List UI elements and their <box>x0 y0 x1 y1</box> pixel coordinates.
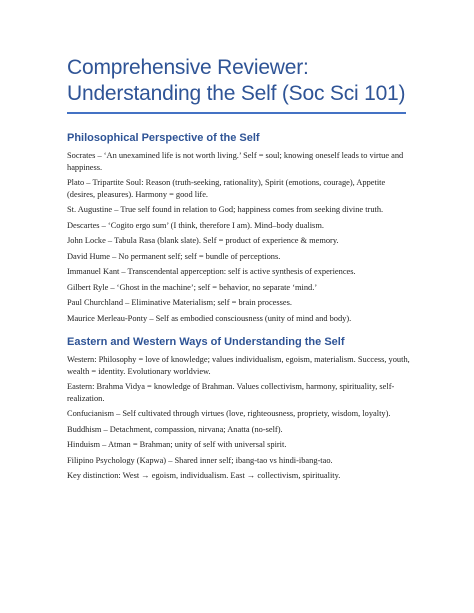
paragraph-eastern: Eastern: Brahma Vidya = knowledge of Brahman. Values collectivism, harmony, spirituality, self-realization. <box>67 382 395 403</box>
paragraph-augustine: St. Augustine – True self found in relation to God; happiness comes from seeking divine truth. <box>67 205 384 214</box>
paragraph-confucianism: Confucianism – Self cultivated through virtues (love, righteousness, propriety, wisdom, loyalty). <box>67 409 391 418</box>
document-title <box>67 55 414 107</box>
paragraph-churchland: Paul Churchland – Eliminative Materialism; self = brain processes. <box>67 298 292 307</box>
document-title-line-1: Comprehensive Reviewer: <box>67 56 309 79</box>
paragraph-plato: Plato – Tripartite Soul: Reason (truth-seeking, rationality), Spirit (emotions, courage), Appetite (desires, pleasures). Harmony = good life. <box>67 178 386 199</box>
paragraph-kant: Immanuel Kant – Transcendental apperception: self is active synthesis of experiences. <box>67 267 356 276</box>
paragraph-buddhism: Buddhism – Detachment, compassion, nirvana; Anatta (no-self). <box>67 424 283 434</box>
paragraph-hinduism: Hinduism – Atman = Brahman; unity of self with universal spirit. <box>67 440 287 449</box>
title-underline-rule <box>67 112 406 114</box>
paragraph-western: Western: Philosophy = love of knowledge; values individualism, egoism, materialism. Success, youth, wealth = identity. Evolutionary worldview. <box>67 355 410 376</box>
paragraph-kapwa: Filipino Psychology (Kapwa) – Shared inner self; ibang-tao vs hindi-ibang-tao. <box>67 455 333 465</box>
paragraph-ryle: Gilbert Ryle – ‘Ghost in the machine’; self = behavior, no separate ‘mind.’ <box>67 282 318 292</box>
section-heading: Philosophical Perspective of the Self <box>67 132 260 144</box>
section-philosophical-perspective <box>67 132 414 324</box>
paragraph-key-distinction: Key distinction: West → egoism, individualism. East → collectivism, spirituality. <box>67 471 341 480</box>
paragraph-socrates: Socrates – ‘An unexamined life is not worth living.’ Self = soul; knowing oneself leads to virtue and happiness. <box>67 151 404 172</box>
document-title-line-2: Understanding the Self (Soc Sci 101) <box>67 82 406 105</box>
section-heading: Eastern and Western Ways of Understanding the Self <box>67 336 345 348</box>
paragraph-merleau-ponty: Maurice Merleau-Ponty – Self as embodied consciousness (unity of mind and body). <box>67 313 352 323</box>
paragraph-hume: David Hume – No permanent self; self = bundle of perceptions. <box>67 251 281 261</box>
section-eastern-western <box>67 336 414 482</box>
paragraph-descartes: Descartes – ‘Cogito ergo sum’ (I think, therefore I am). Mind–body dualism. <box>67 220 324 230</box>
paragraph-locke: John Locke – Tabula Rasa (blank slate). Self = product of experience & memory. <box>67 236 339 245</box>
